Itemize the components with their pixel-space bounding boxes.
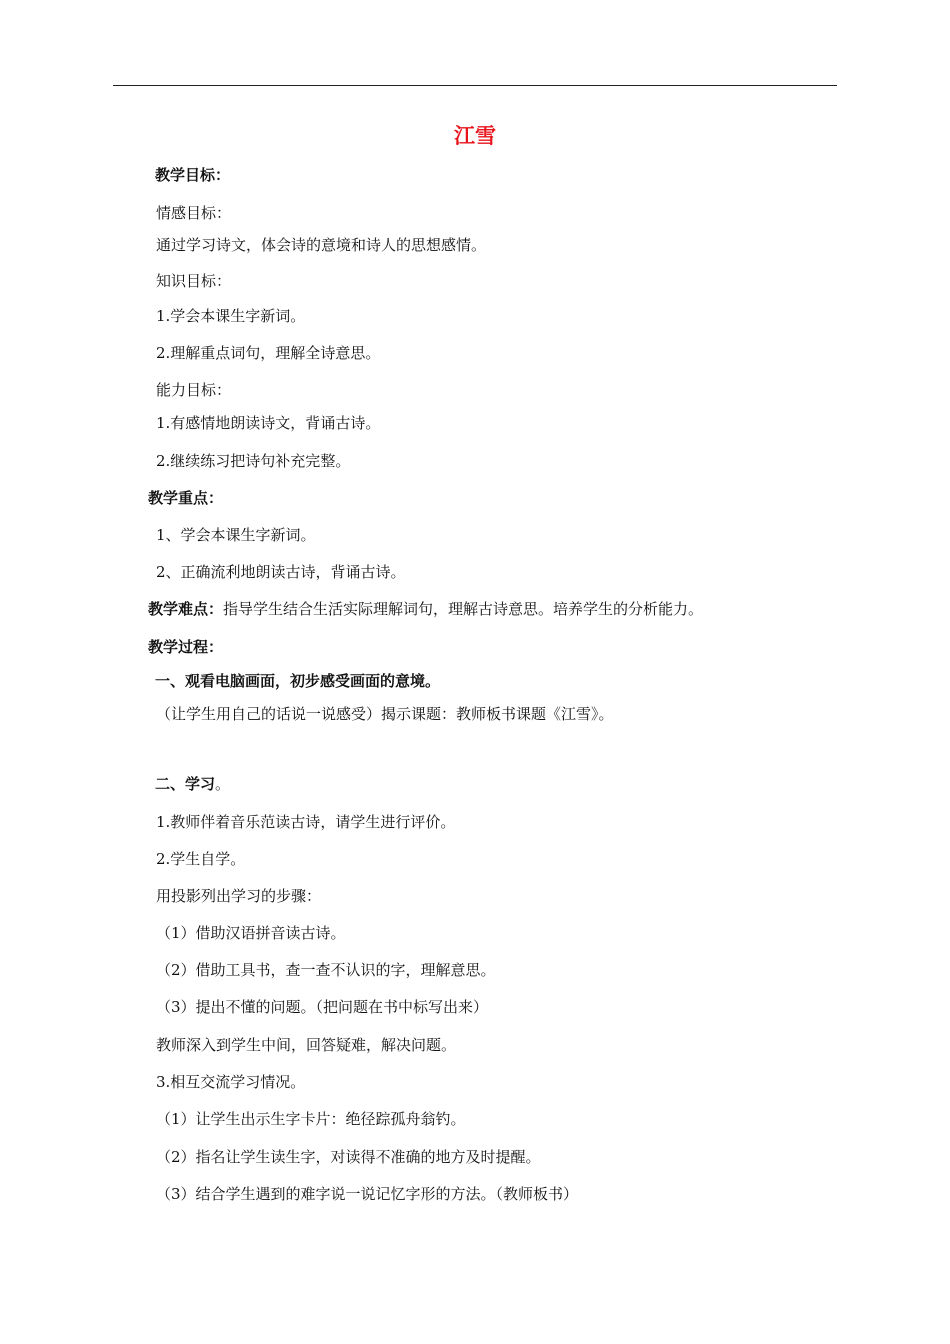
ability-item: 1.有感情地朗读诗文，背诵古诗。 xyxy=(156,414,381,432)
step2-line: 1.教师伴着音乐范读古诗，请学生进行评价。 xyxy=(156,813,456,831)
step2-line: （3）提出不懂的问题。（把问题在书中标写出来） xyxy=(156,998,489,1016)
difficulty-paragraph xyxy=(148,598,703,620)
ability-heading: 能力目标： xyxy=(156,381,232,399)
step2-line: 2.学生自学。 xyxy=(156,850,246,868)
knowledge-heading: 知识目标： xyxy=(156,272,232,290)
emotion-heading: 情感目标： xyxy=(156,204,232,222)
knowledge-item: 2.理解重点词句，理解全诗意思。 xyxy=(156,344,381,362)
step2-line: 教师深入到学生中间，回答疑难，解决问题。 xyxy=(156,1036,457,1054)
step1-heading: 一、观看电脑画面，初步感受画面的意境。 xyxy=(155,672,441,690)
difficulty-text: 指导学生结合生活实际理解词句，理解古诗意思。培养学生的分析能力。 xyxy=(223,600,704,618)
key-heading: 教学重点： xyxy=(148,489,224,507)
step2-line: （3）结合学生遇到的难字说一说记忆字形的方法。（教师板书） xyxy=(156,1185,579,1203)
key-item: 1、学会本课生字新词。 xyxy=(156,526,316,544)
step2-line: （2）指名让学生读生字，对读得不准确的地方及时提醒。 xyxy=(156,1148,541,1166)
step2-line: （1）借助汉语拼音读古诗。 xyxy=(156,924,346,942)
knowledge-item: 1.学会本课生字新词。 xyxy=(156,307,306,325)
goals-heading: 教学目标： xyxy=(155,166,231,184)
difficulty-heading: 教学难点： xyxy=(148,600,224,618)
ability-item: 2.继续练习把诗句补充完整。 xyxy=(156,452,351,470)
header-rule xyxy=(113,85,837,86)
step2-heading-line xyxy=(155,773,230,795)
step2-heading: 二、学习 xyxy=(155,775,216,793)
step2-line: 3.相互交流学习情况。 xyxy=(156,1073,306,1091)
process-heading: 教学过程： xyxy=(148,638,224,656)
step2-line: （2）借助工具书，查一查不认识的字，理解意思。 xyxy=(156,961,496,979)
document-title: 江雪 xyxy=(454,124,496,148)
step2-line: 用投影列出学习的步骤： xyxy=(156,887,322,905)
emotion-text: 通过学习诗文，体会诗的意境和诗人的思想感情。 xyxy=(156,236,487,254)
step2-heading-tail: 。 xyxy=(215,775,231,793)
step1-text: （让学生用自己的话说一说感受）揭示课题：教师板书课题《江雪》。 xyxy=(156,705,614,723)
key-item: 2、正确流利地朗读古诗，背诵古诗。 xyxy=(156,563,406,581)
step2-line: （1）让学生出示生字卡片：绝径踪孤舟翁钓。 xyxy=(156,1110,466,1128)
